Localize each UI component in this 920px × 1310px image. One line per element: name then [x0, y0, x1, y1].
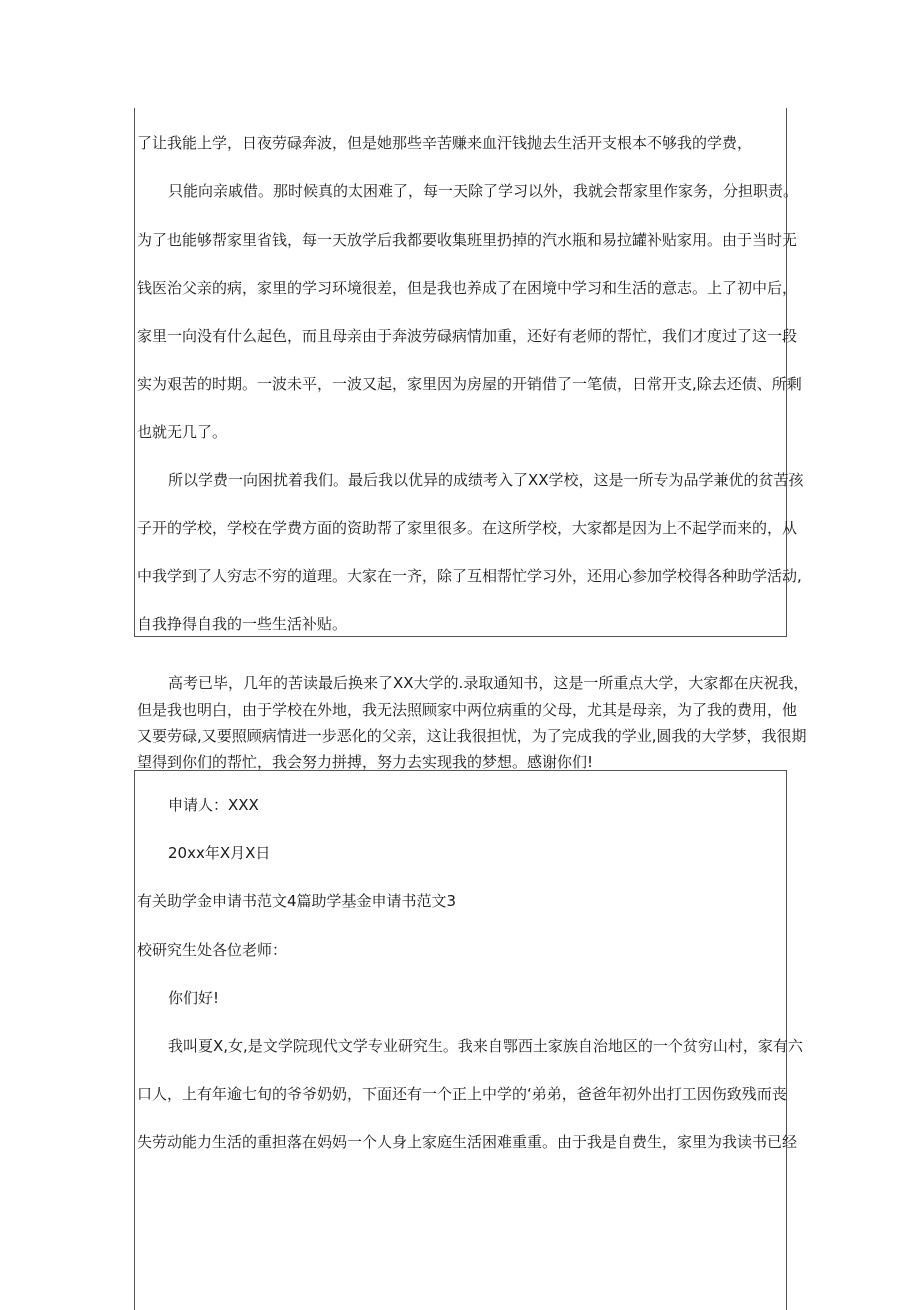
paragraph-line: 但是我也明白，由于学校在外地，我无法照顾家中两位病重的父母，尤其是母亲，为了我的费用，他: [137, 701, 798, 719]
date-line: 20xx年X月X日: [168, 844, 271, 862]
paragraph-line: 所以学费一向困扰着我们。最后我以优异的成绩考入了XX学校，这是一所专为品学兼优的贫苦孩: [168, 471, 804, 489]
paragraph-line: 实为艰苦的时期。一波未平，一波又起，家里因为房屋的开销借了一笔债，日常开支,除去还债、所剩: [137, 375, 802, 393]
paragraph-line: 家里一向没有什么起色，而且母亲由于奔波劳碌病情加重，还好有老师的帮忙，我们才度过了这一段: [137, 327, 798, 345]
paragraph-line: 望得到你们的帮忙，我会努力拼搏，努力去实现我的梦想。感谢你们!: [137, 753, 594, 771]
paragraph-line: 也就无几了。: [137, 423, 228, 441]
greeting: 你们好!: [168, 989, 220, 1007]
paragraph-line: 了让我能上学，日夜劳碌奔波，但是她那些辛苦赚来血汗钱抛去生活开支根本不够我的学费，: [137, 134, 753, 152]
paragraph-line: 又要劳碌,又要照顾病情进一步恶化的父亲，这让我很担忧，为了完成我的学业,圆我的大学梦，我很期: [137, 727, 807, 745]
paragraph-line: 自我挣得自我的一些生活补贴。: [137, 615, 348, 633]
applicant-line: 申请人：XXX: [168, 796, 259, 814]
paragraph-line: 我叫夏X,女,是文学院现代文学专业研究生。我来自鄂西土家族自治地区的一个贫穷山村，家有六: [168, 1037, 803, 1055]
paragraph-line: 子开的学校，学校在学费方面的资助帮了家里很多。在这所学校，大家都是因为上不起学而来的，从: [137, 519, 798, 537]
section-title: 有关助学金申请书范文4篇助学基金申请书范文3: [137, 892, 457, 910]
salutation: 校研究生处各位老师：: [137, 941, 288, 959]
paragraph-line: 钱医治父亲的病，家里的学习环境很差，但是我也养成了在困境中学习和生活的意志。上了初中后，: [137, 279, 798, 297]
paragraph-line: 失劳动能力生活的重担落在妈妈一个人身上家庭生活困难重重。由于我是自费生，家里为我读书已经: [137, 1133, 798, 1151]
paragraph-line: 高考已毕，几年的苦读最后换来了XX大学的.录取通知书，这是一所重点大学，大家都在庆祝我，: [168, 674, 809, 692]
paragraph-line: 中我学到了人穷志不穷的道理。大家在一齐，除了互相帮忙学习外，还用心参加学校得各种助学活动,: [137, 567, 802, 585]
paragraph-line: 口人，上有年逾七旬的爷爷奶奶，下面还有一个正上中学的‘弟弟，爸爸年初外出打工因伤致残而丧: [137, 1085, 787, 1103]
paragraph-line: 为了也能够帮家里省钱，每一天放学后我都要收集班里扔掉的汽水瓶和易拉罐补贴家用。由于当时无: [137, 231, 798, 249]
paragraph-line: 只能向亲戚借。那时候真的太困难了，每一天除了学习以外，我就会帮家里作家务，分担职责。: [168, 182, 799, 200]
